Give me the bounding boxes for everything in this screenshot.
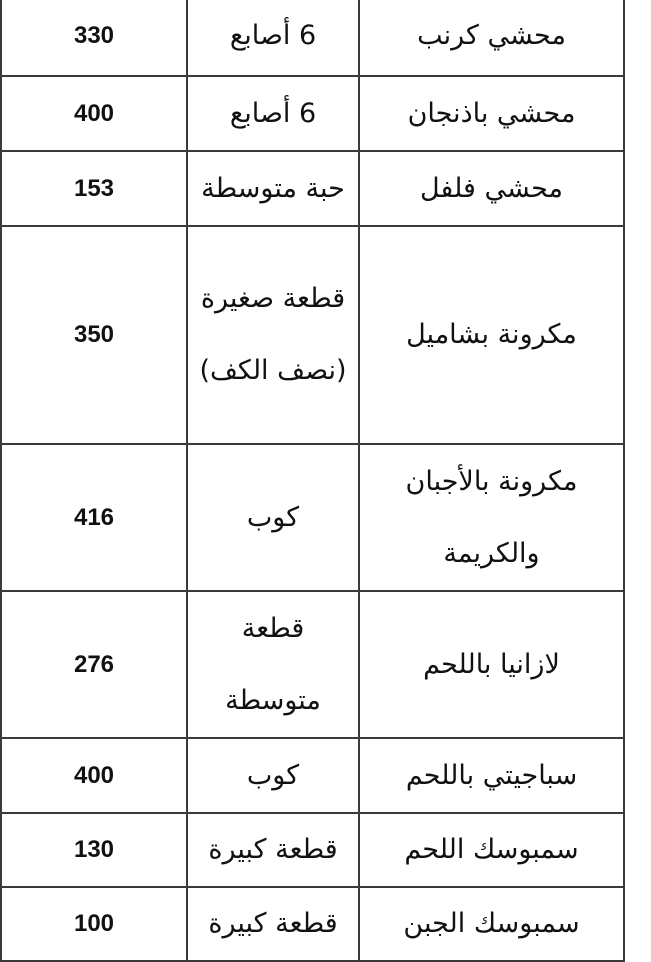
page-margin	[623, 0, 651, 960]
table-row	[1, 444, 624, 591]
quantity-text: 6 أصابع	[229, 97, 317, 129]
quantity-text: قطعة كبيرة	[208, 834, 338, 865]
dish-cell	[359, 738, 624, 813]
dish-cell	[359, 444, 624, 591]
dish-cell	[359, 226, 624, 444]
dish-name: مكرونة بالأجبان والكريمة	[405, 465, 578, 569]
quantity-cell	[187, 444, 359, 591]
dish-name: سمبوسك اللحم	[404, 834, 579, 865]
table-row	[1, 226, 624, 444]
quantity-cell	[187, 887, 359, 961]
table-row	[1, 738, 624, 813]
quantity-cell	[187, 0, 359, 76]
quantity-cell	[187, 738, 359, 813]
dish-cell	[359, 813, 624, 887]
table-row	[1, 591, 624, 738]
dish-cell	[359, 0, 624, 76]
dish-cell	[359, 591, 624, 738]
calories-cell: 153	[1, 151, 187, 226]
quantity-text: كوب	[246, 501, 300, 533]
calories-cell: 350	[1, 226, 187, 444]
quantity-cell	[187, 591, 359, 738]
quantity-cell	[187, 76, 359, 151]
quantity-text: حبة متوسطة	[201, 172, 345, 204]
dish-cell	[359, 887, 624, 961]
quantity-text: كوب	[246, 759, 300, 791]
table-row	[1, 887, 624, 961]
quantity-text: قطعة صغيرة (نصف الكف)	[199, 283, 347, 386]
dish-name: مكرونة بشاميل	[406, 319, 577, 350]
quantity-cell	[187, 813, 359, 887]
quantity-text: قطعة كبيرة	[208, 908, 338, 939]
dish-name: محشي فلفل	[419, 172, 563, 204]
calories-cell: 330	[1, 0, 187, 76]
quantity-cell	[187, 151, 359, 226]
calories-cell: 276	[1, 591, 187, 738]
dish-name: سمبوسك الجبن	[403, 908, 580, 939]
table-row	[1, 813, 624, 887]
calories-cell: 100	[1, 887, 187, 961]
table-row	[1, 76, 624, 151]
dish-cell	[359, 76, 624, 151]
dish-name: سباجيتي باللحم	[405, 759, 578, 791]
calories-cell: 400	[1, 76, 187, 151]
dish-name: لازانيا باللحم	[423, 648, 560, 680]
dish-name: محشي باذنجان	[407, 97, 576, 129]
quantity-text: قطعة متوسطة	[225, 612, 321, 716]
table-row	[1, 151, 624, 226]
quantity-text: 6 أصابع	[229, 19, 317, 51]
dish-name: محشي كرنب	[417, 19, 566, 51]
table-row	[1, 0, 624, 76]
quantity-cell	[187, 226, 359, 444]
dish-cell	[359, 151, 624, 226]
calories-cell: 130	[1, 813, 187, 887]
calories-cell: 416	[1, 444, 187, 591]
calories-cell: 400	[1, 738, 187, 813]
